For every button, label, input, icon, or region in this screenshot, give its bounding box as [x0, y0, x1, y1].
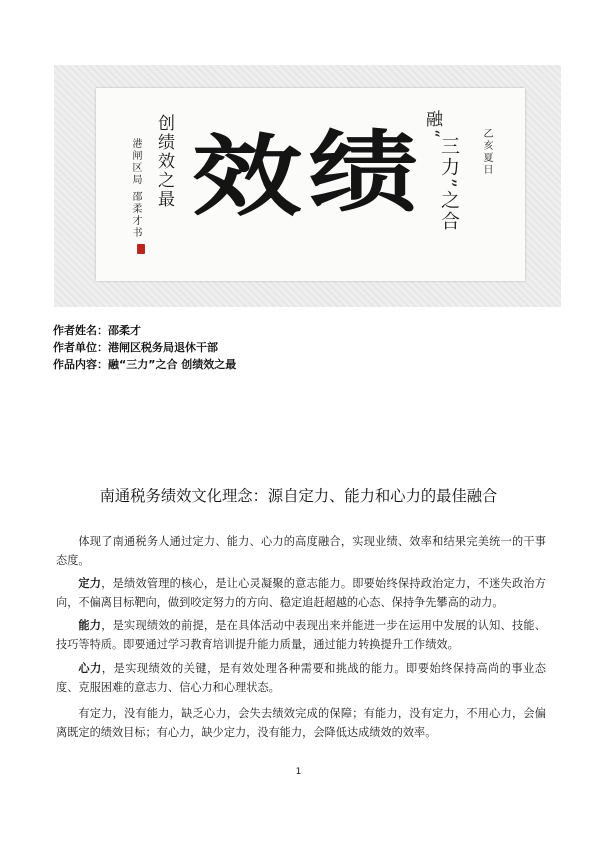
calligraphy-right-column-1: 融“: [422, 110, 442, 140]
calligraphy-left-column: 创绩效之最: [154, 114, 174, 209]
work-content-row: [53, 356, 236, 373]
author-unit-label: 作者单位：: [53, 341, 108, 354]
work-content: 融“三力”之合 创绩效之最: [108, 358, 237, 371]
page-number: 1: [295, 767, 302, 777]
author-unit-row: [53, 339, 236, 356]
paragraph-2-lead: 定力: [78, 577, 102, 590]
paragraph-2-body: ，是绩效管理的核心，是让心灵凝聚的意志能力。即要始终保持政治定力，不迷失政治方向，不偏离目标靶向，做到咬定努力的方向、稳定追赶超越的心态、保持争先攀高的动力。: [56, 577, 546, 609]
paragraph-4: [56, 660, 546, 697]
calligraphy-right-column-2: 三力”之合: [438, 136, 460, 232]
calligraphy-inscription: 港闸区局 邵柔才书: [130, 138, 141, 240]
artist-seal: [137, 244, 145, 254]
calligraphy-artwork: [54, 65, 561, 307]
paragraph-4-lead: 心力: [78, 662, 102, 675]
calligraphy-main-char-1: 绩: [308, 120, 419, 224]
paragraph-1: 体现了南通税务人通过定力、能力、心力的高度融合，实现业绩、效率和结果完美统一的干事态度。: [56, 535, 546, 567]
author-name-label: 作者姓名：: [53, 324, 108, 337]
paragraph-3-body: ，是实现绩效的前提，是在具体活动中表现出来并能进一步在运用中发展的认知、技能、技巧等特质。即要通过学习教育培训提升能力质量，通过能力转换提升工作绩效。: [56, 619, 546, 651]
paragraph-2: [56, 575, 546, 612]
work-content-label: 作品内容：: [53, 358, 108, 371]
paragraph-3-lead: 能力: [78, 619, 102, 632]
calligraphy-date: 乙亥夏日: [481, 128, 492, 176]
article-title: 南通税务绩效文化理念：源自定力、能力和心力的最佳融合: [99, 487, 498, 505]
artwork-meta: [53, 322, 236, 373]
paragraph-3: [56, 617, 546, 654]
author-unit: 港闸区税务局退休干部: [108, 341, 218, 354]
calligraphy-main-char-2: 效: [192, 124, 303, 228]
paragraph-5: 有定力，没有能力，缺乏心力，会失去绩效完成的保障；有能力，没有定力，不用心力，会偏离既定的绩效目标；有心力，缺少定力，没有能力，会降低达成绩效的效率。: [56, 707, 546, 739]
paragraph-4-body: ，是实现绩效的关键，是有效处理各种需要和挑战的能力。即要始终保持高尚的事业态度、克服困难的意志力、信心力和心理状态。: [56, 662, 546, 694]
calligraphy-paper: [96, 88, 525, 281]
author-name: 邵柔才: [108, 324, 141, 337]
author-name-row: [53, 322, 236, 339]
